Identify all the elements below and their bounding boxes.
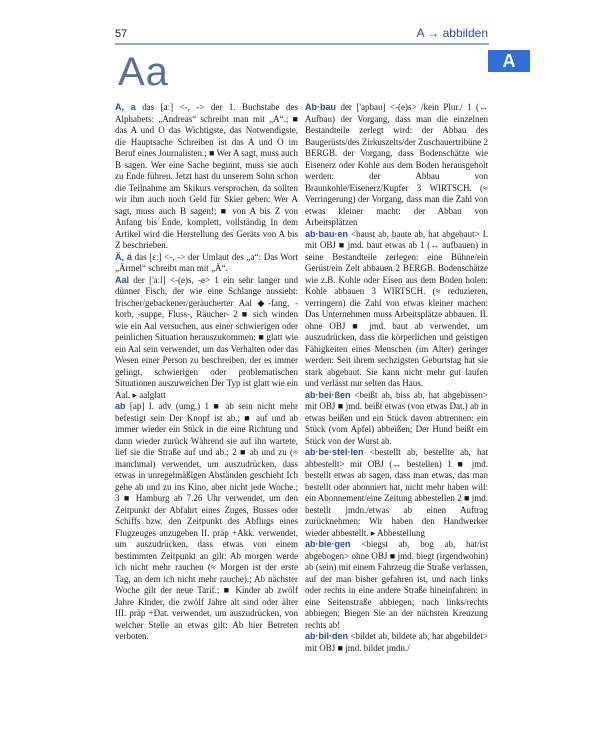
headword: A, a — [115, 102, 136, 112]
dict-entry — [115, 252, 298, 275]
definition: das [aː] <-, -> der 1. Buchstabe des Alphabets: „Andreas“ schreibt man mit „A“.; ■ das A und O das Wichtigste, das Notwendigste, die Hauptsache Schreiben ist das A und O im Beruf eines Journalisten.; ■ Wer A sagt, muss auch B sagen. Wer eine Sache beginnt, muss sie auch zu Ende führen. Jetzt hast du unserem Sohn schon die Teilnahme am Skikurs versprochen, da sollten wir ihm auch noch Geld für Skier geben: Wer A sagt, muss auch B sagen!; ■ von A bis Z von Anfang bis Ende, komplett, vollständig In dem Artikel wird die Herstellung des Geräts von A bis Z beschrieben. — [115, 102, 299, 250]
definition: das [ɛː] <-, -> der Umlaut des „a“: Das Wort „Ärmel“ schreibt man mit „Ä“. — [115, 251, 298, 273]
dict-entry — [115, 275, 298, 402]
definition: der ['aːl] <-(e)s, -e> 1 ein sehr langer und dünner Fisch, der wie eine Schlange aussieht: frischer/gebackener/geräucherter Aal ◆-fang, -korb, -suppe, Fluss-, Räucher- 2 ■ sich winden wie ein Aal versuchen, aus einer schwierigen oder peinlichen Situation herauszukommen; ■ glatt wie ein Aal sein verwendet, um das Verhalten oder das Wesen einer Person zu beschreiben, der es immer gelingt, schwierigen oder problematischen Situationen auszuweichen Der Typ ist glatt wie ein Aal. ▸ aalglatt — [115, 274, 298, 400]
right-column — [305, 102, 488, 654]
dict-entry — [305, 102, 488, 229]
dict-entry — [305, 229, 488, 390]
page-number: 57 — [115, 28, 128, 40]
running-head: A → abbilden — [416, 26, 488, 40]
header-rule — [115, 43, 489, 45]
definition: <beißt ab, biss ab, hat abgebissen> mit OBJ ■ jmd. beißt etwas (von etwas Dat.) ab in etwas beißen und ein Stück davon abtrennen: ein Stück (vom Apfel) abbeißen; Der Hund beißt ein Stück von der Wurst ab. — [305, 389, 488, 446]
definition: <bestellt ab, bestellte ab, hat abbestellt> mit OBJ (↔ bestellen) 1 ■ jmd. bestellt etwas ab sagen, dass man etwas, das man bestellt oder abonniert hat, nicht mehr haben will: ein Abonnement/eine Zeitung abbestellen 2 ■ jmd. bestellt jmdn./etwas ab einen Auftrag zurücknehmen: Wir haben den Handwerker wieder abbestellt. ▸ Abbestellung — [305, 447, 488, 538]
definition: [ap] I. adv (umg.) 1 ■ ab sein nicht mehr befestigt sein Der Knopf ist ab.; ■ auf und ab immer wieder ein Stück in die eine Richtung und dann wieder zurück Während sie auf ihn wartete, lief sie die Straße auf und ab.; 2 ■ ab und zu (≈ manchmal) verwendet, um auszudrücken, dass etwas in unregelmäßigen Abständen geschieht Ich gehe ab und zu ins Kino, aber nicht jede Woche.; 3 ■ Hamburg ab 7.26 Uhr verwendet, um den Zeitpunkt der Abfahrt eines Zuges, Busses oder Schiffs bzw. den Zeitpunkt des Abflugs eines Flugzeuges anzugeben II. präp +Akk. verwendet, um auszudrücken, dass etwas von einem bestimmten Zeitpunkt an gilt: Ab morgen werde ich nicht mehr rauchen (≈ Morgen ist der erste Tag, an dem ich nicht mehr rauche).; Ab nächster Woche gilt der neue Tarif.; ■ Kinder ab zwölf Jahre Kinder, die zwölf Jahre alt sind oder älter III. präp +Dat. verwendet, um auszudrücken, von welcher Stelle an etwas gilt: Ab hier Betreten verboten. — [115, 401, 298, 641]
left-column — [115, 102, 298, 643]
headword: Ä, ä — [115, 251, 132, 262]
dict-entry — [305, 447, 488, 539]
headword: ab·bie·gen — [305, 539, 351, 549]
headword: ab·bau·en — [305, 228, 349, 239]
definition: der ['apbau] <-(e)s> /kein Plur./ 1 (↔ Aufbau) der Vorgang, dass man die einzelnen Bestandteile zerlegt wird: der Abbau des Baugerüsts/des Zirkuszelts/der Zuschauertribüne 2 BERGB. der Vorgang, dass Bodenschätze wie Eisenerz oder Kohle aus dem Boden herausgeholt werden: der Abbau von Braunkohle/Eisenerz/Kupfer 3 WIRTSCH. (≈ Verringerung) der Vorgang, dass man die Zahl von etwas kleiner macht: der Abbau von Arbeitsplätzen — [305, 102, 488, 227]
section-letters: Aa — [118, 50, 169, 94]
headword: ab·be·stel·len — [305, 447, 364, 457]
definition: <baust ab, baute ab, hat abgebaut> I. mit OBJ ■ jmd. baut etwas ab 1 (↔ aufbauen) in seine Bestandteile zerlegen: eine Bühne/ein Gerüst/ein Zelt abbauen 2 BERGB. Bodenschätze wie z.B. Kohle oder Eisen aus dem Boden holen: Kohle abbauen 3 WIRTSCH. (≈ reduzieren, verringern) die Zahl von etwas kleiner machen: Das Unternehmen muss Arbeitsplätze abbauen. II. ohne OBJ ■ jmd. baut ab verwendet, um auszudrücken, dass die körperlichen und geistigen Fähigkeiten eines Menschen (im Alter) geringer werden: Seit ihrem sechzigsten Geburtstag hat sie stark abgebaut. Sie kann nicht mehr gut laufen und verlässt nur selten das Haus. — [305, 228, 489, 388]
headword: Ab·bau — [305, 102, 336, 112]
headword: ab·bei·ßen — [305, 389, 351, 400]
dict-entry — [305, 631, 488, 654]
headword: ab·bil·den — [305, 631, 348, 641]
headword: Aal — [115, 274, 130, 285]
dict-entry — [115, 401, 298, 643]
headword: ab — [115, 401, 126, 411]
dict-entry — [305, 390, 488, 448]
definition: <biegst ab, bog ab, hat/ist abgebogen> ohne OBJ ■ jmd. biegt (irgendwohin) ab (sein) mit einem Fahrzeug die Straße verlassen, auf der man bisher gefahren ist, und nach links oder rechts in eine andere Straße hineinfahren: in eine Seitenstraße abbiegen; nach links/rechts abbiegen; Biegen Sie an der nächsten Kreuzung rechts ab! — [305, 539, 489, 630]
dict-entry — [305, 539, 488, 631]
definition: <bildet ab, bildete ab, hat abgebildet> mit OBJ ■ jmd. bildet jmdn./ — [305, 631, 489, 653]
letter-tab: A — [488, 50, 530, 72]
dict-entry — [115, 102, 298, 252]
